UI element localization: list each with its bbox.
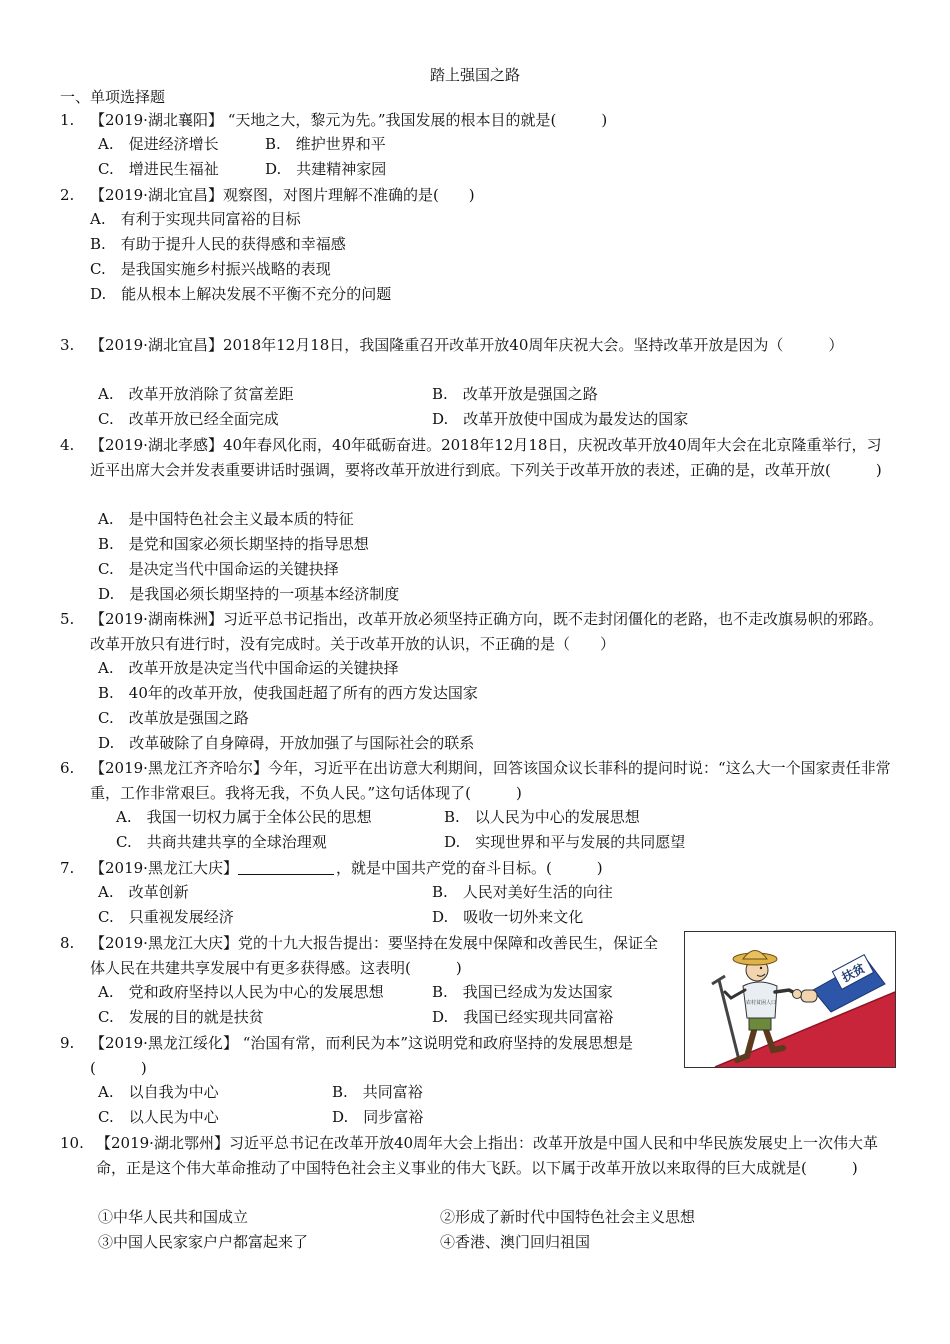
question-stem: 【2019·湖北宜昌】2018年12月18日，我国隆重召开改革开放40周年庆祝大会。坚持改革开放是因为（ ） bbox=[90, 336, 844, 354]
sign-label: 扶贫 bbox=[839, 961, 868, 985]
option-a: A. 促进经济增长 bbox=[98, 135, 219, 153]
question-number: 9. bbox=[60, 1034, 75, 1052]
option-b: B. 有助于提升人民的获得感和幸福感 bbox=[90, 235, 346, 253]
option-d: D. 共建精神家园 bbox=[265, 160, 387, 178]
question-number: 4. bbox=[60, 436, 75, 454]
question-stem: 【2019·湖北宜昌】观察图，对图片理解不准确的是( ) bbox=[90, 186, 475, 204]
option-1: ①中华人民共和国成立 bbox=[98, 1208, 249, 1226]
question-stem: 【2019·黑龙江大庆】党的十九大报告提出：要坚持在发展中保障和改善民生，保证全体人民在共建共享发展中有更多获得感。这表明( ) bbox=[90, 934, 658, 977]
farmer-hand bbox=[793, 990, 802, 999]
question-stem bbox=[90, 856, 896, 881]
question-stem: 【2019·湖北鄂州】习近平总书记在改革开放40周年大会上指出：改革开放是中国人民和中华民族发展史上一次伟大革命，正是这个伟大革命推动了中国特色社会主义事业的伟大飞跃。以下属于改革开放以来取得的巨大成就是( ) bbox=[96, 1134, 879, 1177]
cartoon-illustration bbox=[685, 932, 895, 1067]
option-c: C. 改革开放已经全面完成 bbox=[98, 410, 279, 428]
option-a: A. 改革开放是决定当代中国命运的关键抉择 bbox=[98, 659, 399, 677]
question-number: 8. bbox=[60, 934, 75, 952]
option-d: D. 我国已经实现共同富裕 bbox=[432, 1008, 614, 1026]
option-d: D. 改革开放使中国成为最发达的国家 bbox=[432, 410, 689, 428]
option-d: D. 是我国必须长期坚持的一项基本经济制度 bbox=[98, 585, 400, 603]
option-a: A. 党和政府坚持以人民为中心的发展思想 bbox=[98, 983, 384, 1001]
section-heading: 一、单项选择题 bbox=[60, 88, 166, 106]
question-stem-suffix: ，就是中国共产党的奋斗目标。( ) bbox=[335, 859, 603, 877]
option-b: B. 人民对美好生活的向往 bbox=[432, 883, 613, 901]
question-number: 10. bbox=[60, 1134, 84, 1152]
option-b: B. 共同富裕 bbox=[332, 1083, 423, 1101]
option-c: C. 改革放是强国之路 bbox=[98, 709, 249, 727]
answer-blank bbox=[238, 859, 334, 875]
option-b: B. 以人民为中心的发展思想 bbox=[444, 808, 640, 826]
question-10 bbox=[60, 1131, 896, 1181]
option-3: ③中国人民家家户户都富起来了 bbox=[98, 1233, 309, 1251]
question-stem: 【2019·黑龙江绥化】 “治国有常，而利民为本”这说明党和政府坚持的发展思想是( ) bbox=[90, 1034, 634, 1077]
question-stem: 【2019·湖北襄阳】 “天地之大，黎元为先。”我国发展的根本目的就是( ) bbox=[90, 111, 608, 129]
option-b: B. 维护世界和平 bbox=[265, 135, 386, 153]
option-a: A. 改革开放消除了贫富差距 bbox=[98, 385, 294, 403]
option-c: C. 是决定当代中国命运的关键抉择 bbox=[98, 560, 339, 578]
option-b: B. 40年的改革开放，使我国赶超了所有的西方发达国家 bbox=[98, 684, 478, 702]
option-d: D. 改革破除了自身障碍，开放加强了与国际社会的联系 bbox=[98, 734, 475, 752]
option-b: B. 我国已经成为发达国家 bbox=[432, 983, 613, 1001]
question-number: 6. bbox=[60, 759, 75, 777]
question-stem: 【2019·湖南株洲】习近平总书记指出，改革开放必须坚持正确方向，既不走封闭僵化的老路，也不走改旗易帜的邪路。改革开放只有进行时，没有完成时。关于改革开放的认识，不正确的是（ ） bbox=[90, 610, 883, 653]
option-a: A. 有利于实现共同富裕的目标 bbox=[90, 210, 301, 228]
option-a: A. 我国一切权力属于全体公民的思想 bbox=[116, 808, 372, 826]
option-4: ④香港、澳门回归祖国 bbox=[440, 1233, 591, 1251]
question-4 bbox=[60, 433, 896, 483]
question-2 bbox=[60, 183, 896, 208]
arm-left bbox=[725, 990, 745, 998]
option-a: A. 以自我为中心 bbox=[98, 1083, 219, 1101]
question-stem: 【2019·湖北孝感】40年春风化雨，40年砥砺奋进。2018年12月18日，庆祝改革开放40周年大会在北京隆重举行，习近平出席大会并发表重要讲话时强调，要将改革开放进行到底。下列关于改革开放的表述，正确的是，改革开放( ) bbox=[90, 436, 882, 479]
question-number: 3. bbox=[60, 336, 75, 354]
page-title: 踏上强国之路 bbox=[429, 66, 520, 84]
question-number: 7. bbox=[60, 859, 75, 877]
eye bbox=[760, 967, 762, 969]
option-c: C. 只重视发展经济 bbox=[98, 908, 234, 926]
question-7 bbox=[60, 856, 896, 881]
option-a: A. 改革创新 bbox=[98, 883, 189, 901]
option-c: C. 增进民生福祉 bbox=[98, 160, 219, 178]
question-6 bbox=[60, 756, 896, 806]
option-2: ②形成了新时代中国特色社会主义思想 bbox=[440, 1208, 696, 1226]
question-number: 5. bbox=[60, 610, 75, 628]
question-8 bbox=[60, 931, 672, 981]
question-3 bbox=[60, 333, 896, 358]
option-b: B. 是党和国家必须长期坚持的指导思想 bbox=[98, 535, 369, 553]
question-stem: 【2019·黑龙江齐齐哈尔】今年，习近平在出访意大利期间，回答该国众议长菲科的提问时说：“这么大一个国家责任非常重，工作非常艰巨。我将无我，不负人民。”这句话体现了( ) bbox=[90, 759, 891, 802]
question-number: 1. bbox=[60, 111, 75, 129]
question-number: 2. bbox=[60, 186, 75, 204]
poverty-alleviation-cartoon bbox=[684, 931, 896, 1068]
walking-stick bbox=[719, 980, 739, 1060]
shirt-label: 农村贫困人口 bbox=[745, 1000, 777, 1006]
helping-hand bbox=[801, 990, 817, 1002]
hat-crown bbox=[743, 951, 767, 960]
option-c: C. 共商共建共享的全球治理观 bbox=[116, 833, 327, 851]
option-c: C. 发展的目的就是扶贫 bbox=[98, 1008, 264, 1026]
question-5 bbox=[60, 607, 896, 657]
question-1 bbox=[60, 108, 896, 133]
option-d: D. 同步富裕 bbox=[332, 1108, 424, 1126]
question-9 bbox=[60, 1031, 672, 1081]
option-c: C. 以人民为中心 bbox=[98, 1108, 219, 1126]
option-d: D. 实现世界和平与发展的共同愿望 bbox=[444, 833, 686, 851]
option-d: D. 吸收一切外来文化 bbox=[432, 908, 584, 926]
option-b: B. 改革开放是强国之路 bbox=[432, 385, 598, 403]
option-c: C. 是我国实施乡村振兴战略的表现 bbox=[90, 260, 331, 278]
option-d: D. 能从根本上解决发展不平衡不充分的问题 bbox=[90, 285, 392, 303]
question-stem-prefix: 【2019·黑龙江大庆】 bbox=[90, 859, 238, 877]
option-a: A. 是中国特色社会主义最本质的特征 bbox=[98, 510, 354, 528]
